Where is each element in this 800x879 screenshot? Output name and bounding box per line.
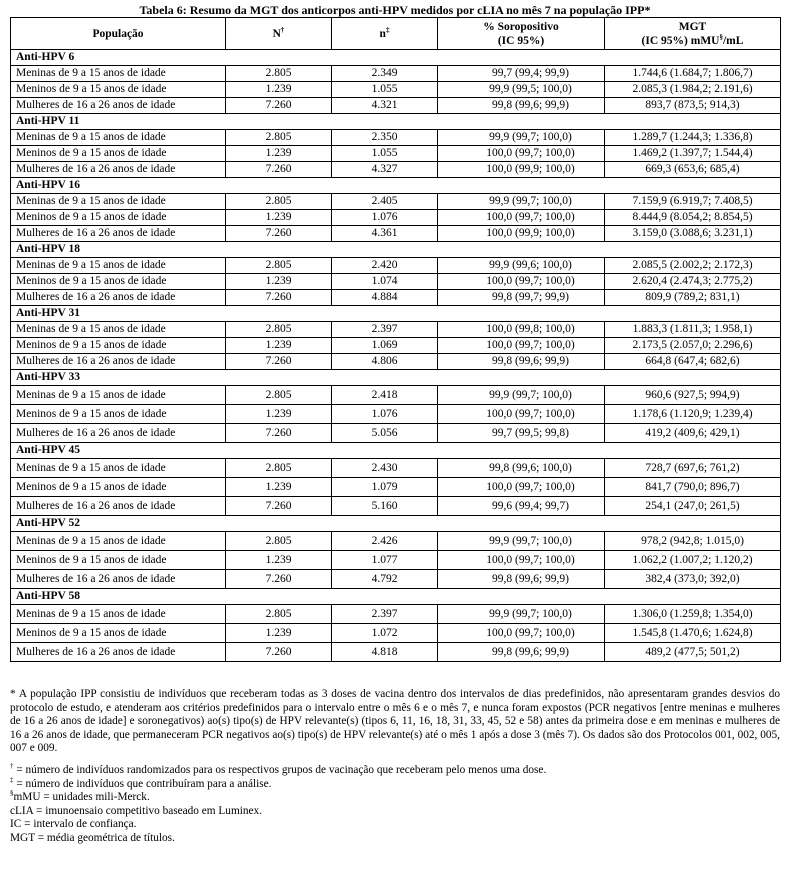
population-cell: Meninas de 9 a 15 anos de idade [11, 532, 226, 551]
population-cell: Meninos de 9 a 15 anos de idade [11, 338, 226, 354]
n-total-cell: 1.239 [226, 82, 332, 98]
group-header-row [11, 516, 781, 532]
n-analyzed-cell: 1.079 [332, 478, 438, 497]
population-cell: Meninas de 9 a 15 anos de idade [11, 258, 226, 274]
population-cell: Meninas de 9 a 15 anos de idade [11, 130, 226, 146]
table-row [11, 424, 781, 443]
n-analyzed-cell: 4.818 [332, 643, 438, 662]
seropositive-cell: 100,0 (99,9; 100,0) [438, 162, 605, 178]
n-total-cell: 7.260 [226, 643, 332, 662]
table-row [11, 258, 781, 274]
group-name: Anti-HPV 52 [11, 516, 781, 532]
seropositive-cell: 99,9 (99,6; 100,0) [438, 258, 605, 274]
table-row [11, 459, 781, 478]
table-row [11, 162, 781, 178]
mgt-cell: 489,2 (477,5; 501,2) [605, 643, 781, 662]
mgt-cell: 382,4 (373,0; 392,0) [605, 570, 781, 589]
table-row [11, 532, 781, 551]
n-total-cell: 7.260 [226, 354, 332, 370]
table-row [11, 194, 781, 210]
n-analyzed-cell: 2.350 [332, 130, 438, 146]
section-mark: § [719, 32, 723, 41]
seropositive-cell: 99,8 (99,6; 100,0) [438, 459, 605, 478]
seropositive-cell: 99,9 (99,7; 100,0) [438, 605, 605, 624]
footnote-ic: IC = intervalo de confiança. [10, 818, 137, 831]
n-total-cell: 7.260 [226, 570, 332, 589]
n-analyzed-cell: 1.069 [332, 338, 438, 354]
mgt-cell: 2.085,3 (1.984,2; 2.191,6) [605, 82, 781, 98]
mgt-cell: 1.306,0 (1.259,8; 1.354,0) [605, 605, 781, 624]
population-cell: Meninos de 9 a 15 anos de idade [11, 274, 226, 290]
seropositive-cell: 100,0 (99,7; 100,0) [438, 210, 605, 226]
population-cell: Mulheres de 16 a 26 anos de idade [11, 497, 226, 516]
n-total-cell: 1.239 [226, 210, 332, 226]
population-cell: Mulheres de 16 a 26 anos de idade [11, 424, 226, 443]
mgt-cell: 1.744,6 (1.684,7; 1.806,7) [605, 66, 781, 82]
seropositive-cell: 100,0 (99,7; 100,0) [438, 624, 605, 643]
header-n-analyzed [332, 18, 438, 50]
group-name: Anti-HPV 18 [11, 242, 781, 258]
table-row [11, 643, 781, 662]
n-total-cell: 7.260 [226, 162, 332, 178]
table-row [11, 570, 781, 589]
seropositive-cell: 100,0 (99,8; 100,0) [438, 322, 605, 338]
table-row [11, 322, 781, 338]
n-analyzed-cell: 4.806 [332, 354, 438, 370]
header-n-analyzed-label: n [379, 27, 386, 40]
footnote-ipp: * A população IPP consistiu de indivíduos que receberam todas as 3 doses de vacina dentro dos intervalos de dias predefinidos, não apresentaram grandes desvios do protocolo de estudo, e atenderam aos critérios predefinidos para o intervalo entre o mês 6 e o mês 7, e nunca foram expostos (PCR negativos [entre meninas e mulheres de 16 a 26 anos de idade] e soronegativos) ao(s) tipo(s) de HPV relevante(s) (tipos 6, 11, 16, 18, 31, 33, 45, 52 e 58) antes da primeira dose e em meninas e mulheres de 16 a 26 anos de idade, que permaneceram PCR negativos ao(s) tipo(s) de HPV relevante(s) até o mês 1 após a dose 3 (mês 7). Os dados são dos Protocolos 001, 002, 005, 007 e 009. [10, 688, 780, 755]
seropositive-cell: 99,7 (99,5; 99,8) [438, 424, 605, 443]
double-dagger-mark: ‡ [385, 25, 390, 34]
mgt-cell: 1.062,2 (1.007,2; 1.120,2) [605, 551, 781, 570]
footnote-clia: cLIA = imunoensaio competitivo baseado em Luminex. [10, 804, 263, 817]
seropositive-cell: 99,9 (99,7; 100,0) [438, 194, 605, 210]
seropositive-cell: 99,8 (99,7; 99,9) [438, 290, 605, 306]
seropositive-cell: 100,0 (99,9; 100,0) [438, 226, 605, 242]
n-total-cell: 7.260 [226, 98, 332, 114]
group-header-row [11, 443, 781, 459]
n-total-cell: 7.260 [226, 226, 332, 242]
footnote-section-text: mMU = unidades mili-Merck. [13, 791, 150, 804]
n-total-cell: 1.239 [226, 338, 332, 354]
population-cell: Mulheres de 16 a 26 anos de idade [11, 290, 226, 306]
n-total-cell: 2.805 [226, 258, 332, 274]
seropositive-cell: 99,8 (99,6; 99,9) [438, 98, 605, 114]
mgt-cell: 841,7 (790,0; 896,7) [605, 478, 781, 497]
mgt-cell: 2.173,5 (2.057,0; 2.296,6) [605, 338, 781, 354]
group-name: Anti-HPV 6 [11, 50, 781, 66]
header-mgt-line2a: (IC 95%) mMU [641, 34, 720, 47]
population-cell: Meninos de 9 a 15 anos de idade [11, 146, 226, 162]
group-header-row [11, 306, 781, 322]
population-cell: Mulheres de 16 a 26 anos de idade [11, 98, 226, 114]
header-seropositive-line2: (IC 95%) [497, 34, 545, 47]
seropositive-cell: 100,0 (99,7; 100,0) [438, 405, 605, 424]
seropositive-cell: 99,9 (99,7; 100,0) [438, 130, 605, 146]
table-row [11, 66, 781, 82]
population-cell: Meninos de 9 a 15 anos de idade [11, 624, 226, 643]
mgt-cell: 1.289,7 (1.244,3; 1.336,8) [605, 130, 781, 146]
mgt-cell: 7.159,9 (6.919,7; 7.408,5) [605, 194, 781, 210]
n-total-cell: 2.805 [226, 66, 332, 82]
mgt-cell: 1.883,3 (1.811,3; 1.958,1) [605, 322, 781, 338]
population-cell: Meninas de 9 a 15 anos de idade [11, 66, 226, 82]
group-name: Anti-HPV 31 [11, 306, 781, 322]
mgt-cell: 893,7 (873,5; 914,3) [605, 98, 781, 114]
header-seropositive-line1: % Soropositivo [483, 20, 559, 33]
n-analyzed-cell: 2.426 [332, 532, 438, 551]
n-analyzed-cell: 2.420 [332, 258, 438, 274]
n-analyzed-cell: 1.055 [332, 146, 438, 162]
seropositive-cell: 100,0 (99,7; 100,0) [438, 478, 605, 497]
footnotes [10, 688, 780, 846]
n-analyzed-cell: 4.321 [332, 98, 438, 114]
header-mgt-line1: MGT [678, 20, 707, 33]
table-row [11, 478, 781, 497]
seropositive-cell: 99,8 (99,6; 99,9) [438, 354, 605, 370]
n-total-cell: 7.260 [226, 290, 332, 306]
group-header-row [11, 178, 781, 194]
footnote-section-mark: § [10, 789, 14, 798]
n-analyzed-cell: 1.076 [332, 210, 438, 226]
population-cell: Meninos de 9 a 15 anos de idade [11, 210, 226, 226]
mgt-cell: 419,2 (409,6; 429,1) [605, 424, 781, 443]
table-row [11, 405, 781, 424]
seropositive-cell: 100,0 (99,7; 100,0) [438, 146, 605, 162]
header-population-label: População [92, 27, 144, 40]
table-body [11, 50, 781, 662]
mgt-cell: 1.178,6 (1.120,9; 1.239,4) [605, 405, 781, 424]
table-row [11, 624, 781, 643]
table-row [11, 290, 781, 306]
n-total-cell: 2.805 [226, 194, 332, 210]
footnote-double-dagger-mark: ‡ [10, 775, 14, 784]
table-row [11, 497, 781, 516]
footnote-double-dagger [10, 775, 780, 792]
seropositive-cell: 99,9 (99,7; 100,0) [438, 386, 605, 405]
n-total-cell: 2.805 [226, 130, 332, 146]
n-total-cell: 1.239 [226, 146, 332, 162]
seropositive-cell: 99,9 (99,7; 100,0) [438, 532, 605, 551]
n-analyzed-cell: 2.349 [332, 66, 438, 82]
header-n-total [226, 18, 332, 50]
group-header-row [11, 114, 781, 130]
n-total-cell: 7.260 [226, 424, 332, 443]
footnote-mgt: MGT = média geométrica de títulos. [10, 831, 175, 844]
seropositive-cell: 99,8 (99,6; 99,9) [438, 570, 605, 589]
mgt-cell: 2.085,5 (2.002,2; 2.172,3) [605, 258, 781, 274]
n-analyzed-cell: 2.405 [332, 194, 438, 210]
n-total-cell: 2.805 [226, 322, 332, 338]
group-name: Anti-HPV 33 [11, 370, 781, 386]
n-total-cell: 2.805 [226, 605, 332, 624]
table-row [11, 354, 781, 370]
group-header-row [11, 589, 781, 605]
table-row [11, 130, 781, 146]
group-header-row [11, 242, 781, 258]
mgt-cell: 728,7 (697,6; 761,2) [605, 459, 781, 478]
population-cell: Mulheres de 16 a 26 anos de idade [11, 162, 226, 178]
group-header-row [11, 50, 781, 66]
table-row [11, 210, 781, 226]
population-cell: Mulheres de 16 a 26 anos de idade [11, 226, 226, 242]
n-total-cell: 7.260 [226, 497, 332, 516]
table-row [11, 338, 781, 354]
dagger-mark: † [280, 25, 285, 34]
n-analyzed-cell: 5.160 [332, 497, 438, 516]
n-analyzed-cell: 2.430 [332, 459, 438, 478]
footnote-section [10, 791, 780, 805]
n-total-cell: 2.805 [226, 386, 332, 405]
header-n-total-label: N [272, 27, 281, 40]
n-analyzed-cell: 4.361 [332, 226, 438, 242]
group-name: Anti-HPV 45 [11, 443, 781, 459]
mgt-cell: 664,8 (647,4; 682,6) [605, 354, 781, 370]
footnote-dagger-mark: † [10, 762, 14, 771]
population-cell: Meninas de 9 a 15 anos de idade [11, 459, 226, 478]
seropositive-cell: 99,6 (99,4; 99,7) [438, 497, 605, 516]
mgt-cell: 1.545,8 (1.470,6; 1.624,8) [605, 624, 781, 643]
table-title: Tabela 6: Resumo da MGT dos anticorpos anti-HPV medidos por cLIA no mês 7 na população IPP* [139, 3, 651, 17]
population-cell: Mulheres de 16 a 26 anos de idade [11, 354, 226, 370]
mgt-cell: 960,6 (927,5; 994,9) [605, 386, 781, 405]
mgt-summary-table [10, 17, 781, 662]
mgt-cell: 2.620,4 (2.474,3; 2.775,2) [605, 274, 781, 290]
seropositive-cell: 99,8 (99,6; 99,9) [438, 643, 605, 662]
n-total-cell: 1.239 [226, 551, 332, 570]
mgt-cell: 669,3 (653,6; 685,4) [605, 162, 781, 178]
table-row [11, 82, 781, 98]
n-total-cell: 1.239 [226, 624, 332, 643]
population-cell: Meninas de 9 a 15 anos de idade [11, 605, 226, 624]
population-cell: Mulheres de 16 a 26 anos de idade [11, 570, 226, 589]
footnote-double-dagger-text: = número de indivíduos que contribuíram para a análise. [13, 777, 272, 790]
n-analyzed-cell: 1.076 [332, 405, 438, 424]
seropositive-cell: 100,0 (99,7; 100,0) [438, 274, 605, 290]
header-mgt [605, 18, 781, 50]
seropositive-cell: 100,0 (99,7; 100,0) [438, 551, 605, 570]
n-analyzed-cell: 2.418 [332, 386, 438, 405]
seropositive-cell: 99,9 (99,5; 100,0) [438, 82, 605, 98]
n-analyzed-cell: 1.072 [332, 624, 438, 643]
footnote-dagger-text: = número de indivíduos randomizados para os respectivos grupos de vacinação que receberam pelo menos uma dose. [13, 763, 547, 776]
table-row [11, 605, 781, 624]
population-cell: Meninas de 9 a 15 anos de idade [11, 386, 226, 405]
n-analyzed-cell: 1.077 [332, 551, 438, 570]
n-total-cell: 1.239 [226, 405, 332, 424]
table-row [11, 98, 781, 114]
n-total-cell: 2.805 [226, 532, 332, 551]
group-header-row [11, 370, 781, 386]
table-header-row [11, 18, 781, 50]
group-name: Anti-HPV 58 [11, 589, 781, 605]
mgt-cell: 978,2 (942,8; 1.015,0) [605, 532, 781, 551]
mgt-cell: 1.469,2 (1.397,7; 1.544,4) [605, 146, 781, 162]
population-cell: Meninas de 9 a 15 anos de idade [11, 322, 226, 338]
seropositive-cell: 99,7 (99,4; 99,9) [438, 66, 605, 82]
header-seropositive [438, 18, 605, 50]
population-cell: Meninos de 9 a 15 anos de idade [11, 551, 226, 570]
header-population [11, 18, 226, 50]
table-row [11, 146, 781, 162]
n-analyzed-cell: 4.884 [332, 290, 438, 306]
n-analyzed-cell: 5.056 [332, 424, 438, 443]
table-row [11, 386, 781, 405]
population-cell: Meninos de 9 a 15 anos de idade [11, 478, 226, 497]
mgt-cell: 809,9 (789,2; 831,1) [605, 290, 781, 306]
n-total-cell: 1.239 [226, 274, 332, 290]
mgt-cell: 3.159,0 (3.088,6; 3.231,1) [605, 226, 781, 242]
seropositive-cell: 100,0 (99,7; 100,0) [438, 338, 605, 354]
group-name: Anti-HPV 11 [11, 114, 781, 130]
n-total-cell: 2.805 [226, 459, 332, 478]
mgt-cell: 8.444,9 (8.054,2; 8.854,5) [605, 210, 781, 226]
population-cell: Meninos de 9 a 15 anos de idade [11, 82, 226, 98]
n-analyzed-cell: 4.327 [332, 162, 438, 178]
n-analyzed-cell: 2.397 [332, 322, 438, 338]
group-name: Anti-HPV 16 [11, 178, 781, 194]
population-cell: Mulheres de 16 a 26 anos de idade [11, 643, 226, 662]
mgt-cell: 254,1 (247,0; 261,5) [605, 497, 781, 516]
n-analyzed-cell: 2.397 [332, 605, 438, 624]
population-cell: Meninas de 9 a 15 anos de idade [11, 194, 226, 210]
table-row [11, 226, 781, 242]
n-total-cell: 1.239 [226, 478, 332, 497]
n-analyzed-cell: 1.055 [332, 82, 438, 98]
footnote-dagger [10, 764, 780, 778]
header-mgt-line2b: /mL [722, 34, 744, 47]
population-cell: Meninos de 9 a 15 anos de idade [11, 405, 226, 424]
n-analyzed-cell: 1.074 [332, 274, 438, 290]
table-row [11, 551, 781, 570]
n-analyzed-cell: 4.792 [332, 570, 438, 589]
table-row [11, 274, 781, 290]
